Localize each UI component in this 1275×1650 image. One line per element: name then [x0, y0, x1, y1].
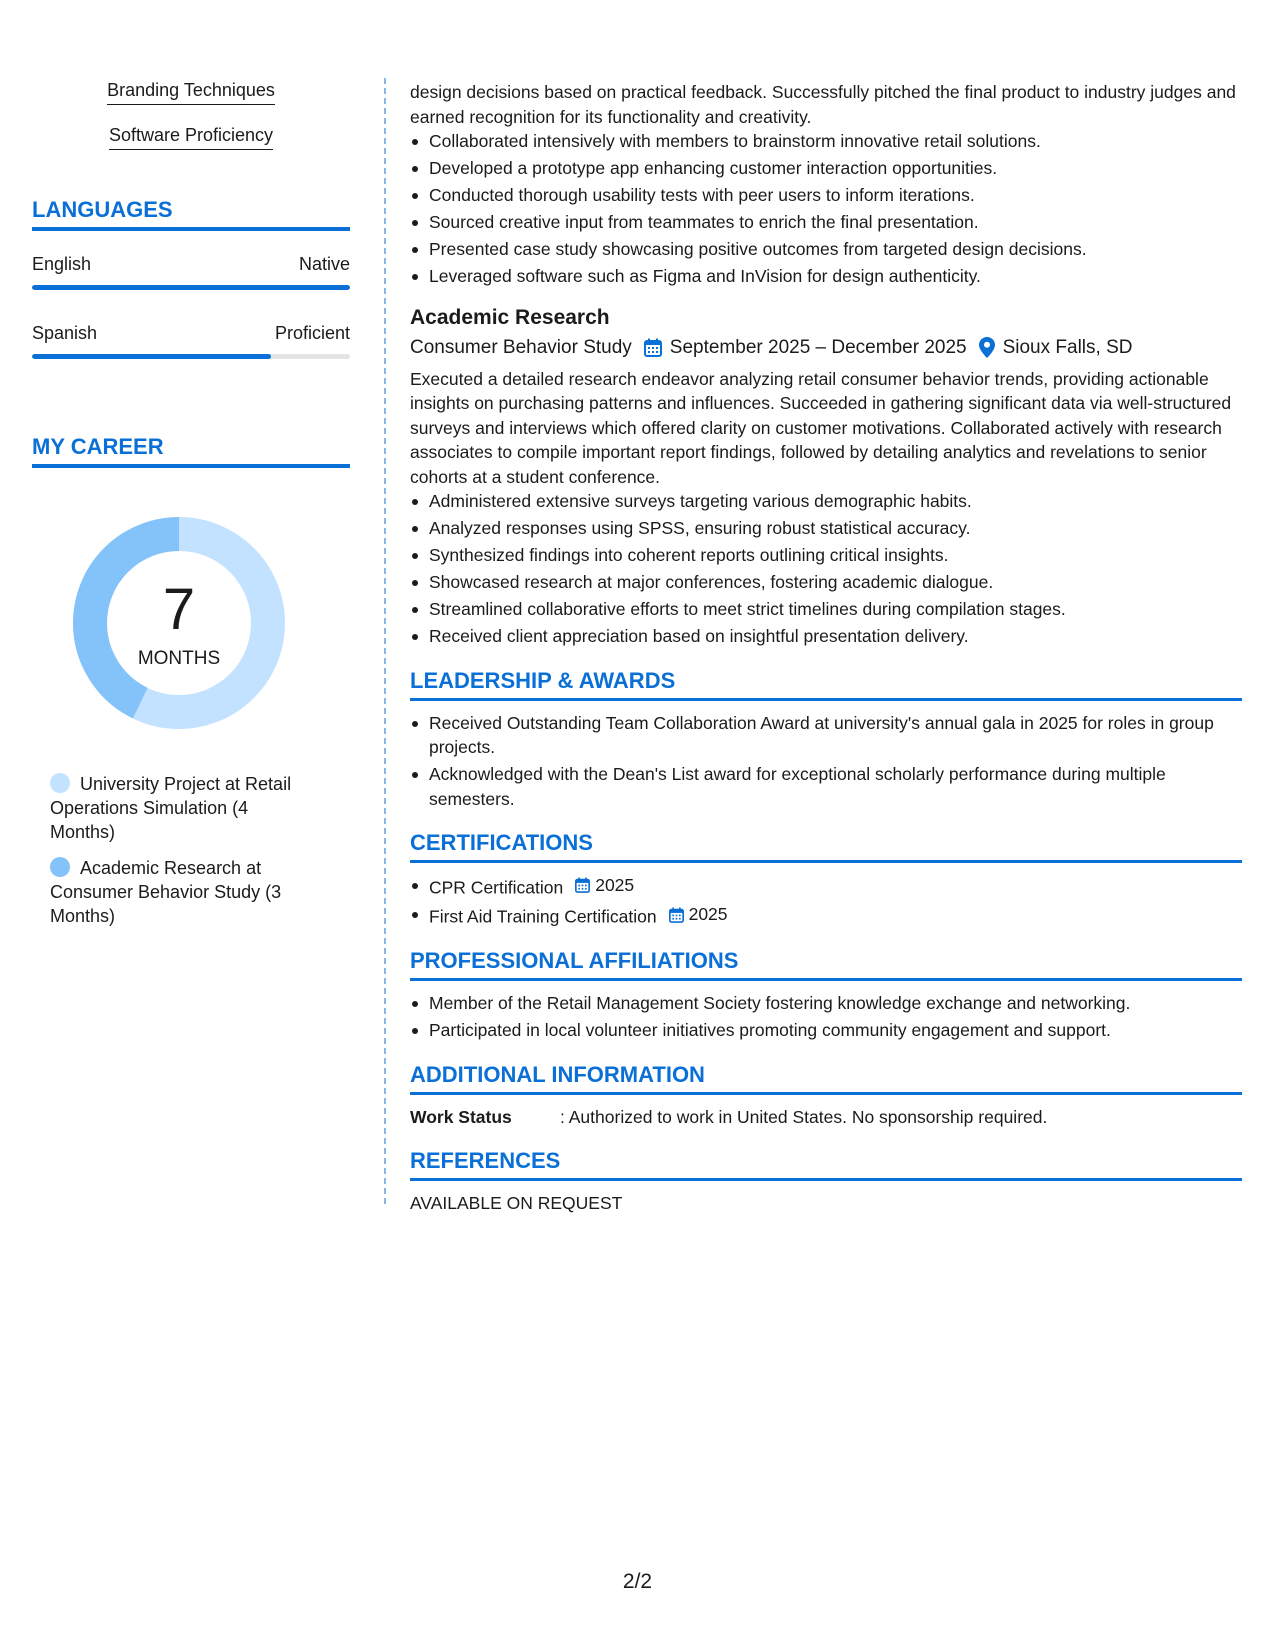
- list-item: Streamlined collaborative efforts to meet strict timelines during compilation stages.: [410, 597, 1242, 622]
- certification-name: First Aid Training Certification: [429, 906, 657, 927]
- entry-bullets: [410, 489, 1242, 649]
- legend-item: [50, 856, 310, 928]
- career-legend: [50, 772, 310, 928]
- entry-organization: Consumer Behavior Study: [410, 336, 632, 358]
- list-item: Conducted thorough usability tests with peer users to inform iterations.: [410, 183, 1242, 208]
- work-status-row: [410, 1105, 1242, 1129]
- legend-label: Academic Research at Consumer Behavior Study (3 Months): [50, 858, 282, 926]
- legend-dot: [50, 773, 70, 793]
- experience-continued-paragraph: design decisions based on practical feedback. Successfully pitched the final product to industry judges and earned recognition for its functionality and creativity.: [410, 82, 1236, 127]
- work-status-label: Work Status: [410, 1106, 512, 1127]
- calendar-icon: [669, 907, 684, 923]
- language-item: [32, 322, 350, 359]
- list-item: Received client appreciation based on insightful presentation delivery.: [410, 624, 1242, 649]
- career-total-value: 7: [162, 577, 196, 642]
- list-item: Showcased research at major conferences, fostering academic dialogue.: [410, 570, 1242, 595]
- language-level: Proficient: [274, 323, 350, 343]
- career-heading: MY CAREER: [32, 433, 350, 468]
- affiliations-list: [410, 991, 1242, 1043]
- entry-dates: September 2025 – December 2025: [669, 336, 967, 358]
- list-item: Developed a prototype app enhancing customer interaction opportunities.: [410, 156, 1242, 181]
- leadership-list: [410, 711, 1242, 812]
- skill-tag: Branding Techniques: [107, 78, 275, 105]
- references-heading: REFERENCES: [410, 1147, 1242, 1181]
- page-number: 2/2: [622, 1570, 653, 1593]
- location-pin-icon: [979, 337, 995, 358]
- column-divider: [384, 78, 386, 1204]
- left-column: [32, 78, 350, 940]
- entry-paragraph: Executed a detailed research endeavor analyzing retail consumer behavior trends, providing actionable insights on purchasing patterns and influences. Succeeded in gathering significant data via well-structured surveys and interviews which offered clarity on customer motivations. Collaborated actively with research associates to compile important report findings, followed by detailing analytics and revelations to senior cohorts at a student conference.: [410, 368, 1232, 487]
- additional-info-heading: ADDITIONAL INFORMATION: [410, 1061, 1242, 1095]
- list-item: Received Outstanding Team Collaboration Award at university's annual gala in 2025 for roles in group projects.: [410, 711, 1242, 760]
- calendar-icon: [575, 877, 590, 893]
- leadership-heading: LEADERSHIP & AWARDS: [410, 667, 1242, 701]
- entry-location: Sioux Falls, SD: [1002, 336, 1133, 358]
- work-status-value: : Authorized to work in United States. No sponsorship required.: [560, 1106, 1048, 1127]
- entry-meta: [410, 335, 1242, 361]
- language-item: [32, 253, 350, 290]
- skill-tag: Software Proficiency: [109, 123, 273, 150]
- legend-label: University Project at Retail Operations Simulation (4 Months): [50, 774, 292, 842]
- legend-item: [50, 772, 310, 844]
- references-text: AVAILABLE ON REQUEST: [410, 1192, 623, 1213]
- experience-continued-bullets: [410, 129, 1242, 289]
- right-column: [410, 80, 1242, 1215]
- language-proficiency-bar: [32, 354, 350, 359]
- list-item: Presented case study showcasing positive outcomes from targeted design decisions.: [410, 237, 1242, 262]
- language-proficiency-fill: [32, 354, 271, 359]
- language-name: English: [32, 254, 92, 274]
- list-item: Administered extensive surveys targeting various demographic habits.: [410, 489, 1242, 514]
- entry-title: Academic Research: [410, 305, 610, 329]
- certifications-list: [410, 873, 1242, 929]
- language-name: Spanish: [32, 323, 98, 343]
- language-proficiency-bar: [32, 285, 350, 290]
- certification-year: 2025: [595, 875, 635, 895]
- donut-center: [66, 510, 292, 736]
- certification-item: [410, 873, 1242, 900]
- list-item: Synthesized findings into coherent reports outlining critical insights.: [410, 543, 1242, 568]
- certifications-heading: CERTIFICATIONS: [410, 829, 1242, 863]
- languages-heading: LANGUAGES: [32, 196, 350, 231]
- affiliations-heading: PROFESSIONAL AFFILIATIONS: [410, 947, 1242, 981]
- legend-dot: [50, 857, 70, 877]
- list-item: Analyzed responses using SPSS, ensuring robust statistical accuracy.: [410, 516, 1242, 541]
- career-total-unit: MONTHS: [137, 648, 221, 669]
- certification-item: [410, 902, 1242, 929]
- list-item: Acknowledged with the Dean's List award for exceptional scholarly performance during multiple semesters.: [410, 762, 1242, 811]
- certification-name: CPR Certification: [429, 877, 564, 898]
- career-donut-chart: [66, 510, 292, 736]
- list-item: Collaborated intensively with members to brainstorm innovative retail solutions.: [410, 129, 1242, 154]
- list-item: Participated in local volunteer initiatives promoting community engagement and support.: [410, 1018, 1242, 1043]
- list-item: Sourced creative input from teammates to enrich the final presentation.: [410, 210, 1242, 235]
- calendar-icon: [644, 338, 662, 357]
- list-item: Leveraged software such as Figma and InVision for design authenticity.: [410, 264, 1242, 289]
- language-proficiency-fill: [32, 285, 350, 290]
- language-level: Native: [298, 254, 350, 274]
- certification-year: 2025: [688, 904, 728, 925]
- list-item: Member of the Retail Management Society fostering knowledge exchange and networking.: [410, 991, 1242, 1016]
